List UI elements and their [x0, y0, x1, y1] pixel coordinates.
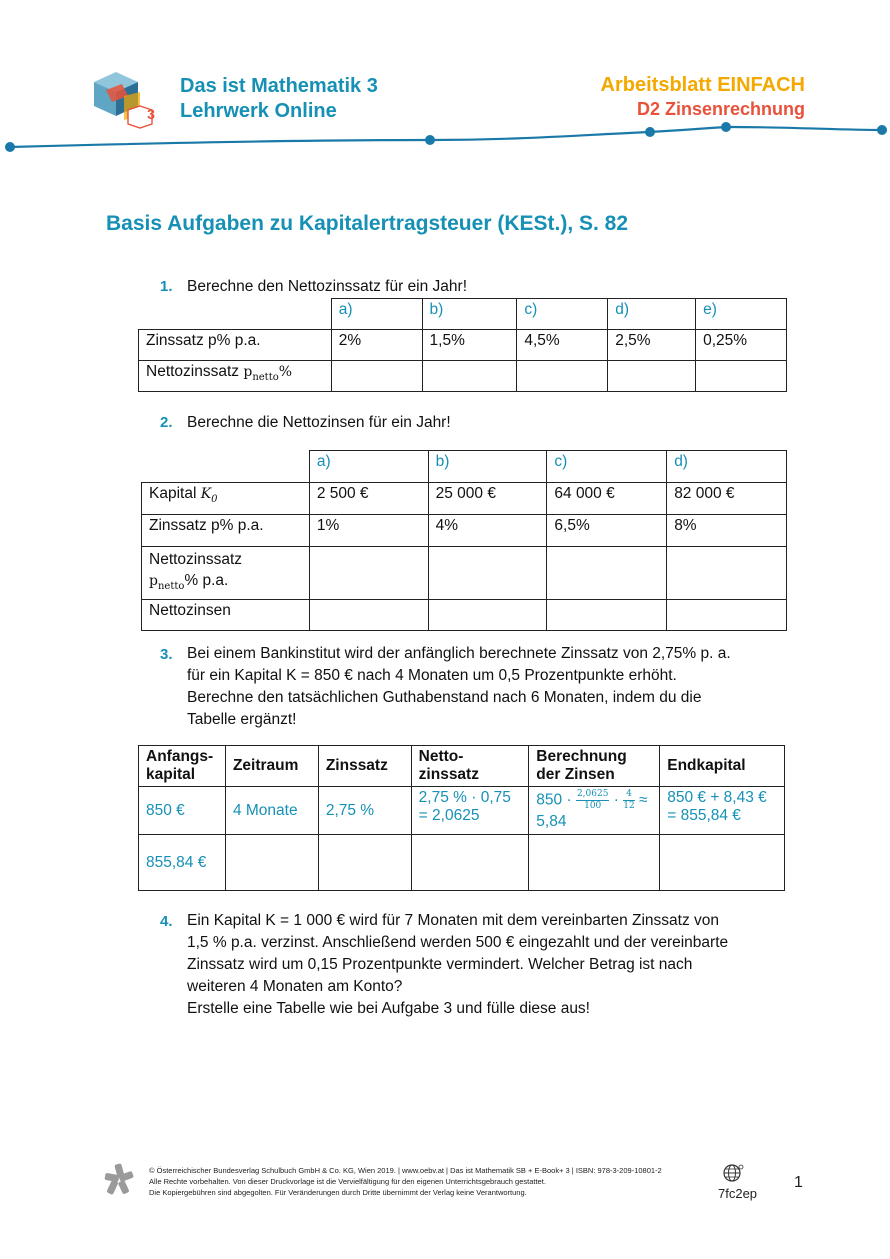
task3-text-line: Tabelle ergänzt! — [187, 711, 297, 728]
task3-number: 3. — [160, 646, 173, 663]
column-header: Berechnung der Zinsen — [529, 746, 660, 787]
answer-cell[interactable] — [318, 835, 411, 891]
sheet-type: Arbeitsblatt EINFACH — [600, 74, 805, 96]
calc-text: 850 · — [536, 791, 572, 809]
table-cell: 1,5% — [422, 330, 517, 361]
table-cell: 855,84 € — [139, 835, 226, 891]
table-row — [139, 299, 787, 330]
math-symbol: p — [149, 573, 158, 589]
task4-text-line: Erstelle eine Tabelle wie bei Aufgabe 3 und fülle diese aus! — [187, 1000, 590, 1017]
math-symbol: % — [278, 364, 293, 380]
task2-table — [141, 450, 787, 631]
table-cell: 4% — [428, 515, 547, 547]
answer-cell[interactable] — [608, 361, 696, 392]
publisher-logo-icon — [103, 1162, 135, 1196]
task3-text-line: für ein Kapital K = 850 € nach 4 Monaten um 0,5 Prozentpunkte erhöht. — [187, 667, 677, 684]
column-header: e) — [696, 299, 787, 330]
column-header: d) — [608, 299, 696, 330]
answer-cell[interactable] — [547, 599, 667, 630]
table-cell — [411, 787, 529, 835]
calc-text: · — [613, 791, 619, 809]
table-row — [139, 835, 785, 891]
footer-copyright — [149, 1165, 709, 1198]
task3-text-line: Bei einem Bankinstitut wird der anfänglich berechnete Zinssatz von 2,75% p. a. — [187, 645, 731, 662]
footer-line: © Österreichischer Bundesverlag Schulbuch GmbH & Co. KG, Wien 2019. | www.oebv.at | Das ist Mathematik SB + E-Book+ 3 | ISBN: 978-3-209-10801-2 — [149, 1166, 662, 1175]
answer-cell[interactable] — [331, 361, 422, 392]
answer-cell[interactable] — [309, 599, 428, 630]
row-label-text: Nettozinssatz — [149, 551, 243, 568]
answer-cell[interactable] — [547, 547, 667, 600]
task2-number: 2. — [160, 414, 173, 431]
column-header: b) — [428, 451, 547, 483]
table-cell: 4 Monate — [225, 787, 318, 835]
sheet-topic: D2 Zinsenrechnung — [636, 99, 805, 119]
answer-cell[interactable] — [309, 547, 428, 600]
table-cell: 850 € — [139, 787, 226, 835]
table-cell: 2% — [331, 330, 422, 361]
math-subscript: 0 — [211, 493, 218, 505]
table-cell: 6,5% — [547, 515, 667, 547]
page-title: Basis Aufgaben zu Kapitalertragsteuer (KESt.), S. 82 — [106, 212, 629, 235]
table-cell: 0,25% — [696, 330, 787, 361]
task4-text-line: Zinssatz wird um 0,15 Prozentpunkte vermindert. Welcher Betrag ist nach — [187, 956, 693, 973]
column-header: b) — [422, 299, 517, 330]
table-cell: 8% — [667, 515, 787, 547]
row-label-text: Kapital — [149, 485, 201, 502]
task3-table — [138, 745, 785, 891]
column-header: Endkapital — [660, 746, 785, 787]
empty-cell — [142, 451, 310, 483]
table-row — [142, 599, 787, 630]
task4-text-line: weiteren 4 Monaten am Konto? — [187, 978, 403, 995]
task1-table — [138, 298, 787, 392]
row-label — [142, 547, 310, 600]
table-row — [139, 787, 785, 835]
answer-cell[interactable] — [428, 547, 547, 600]
end-capital-line: = 855,84 € — [667, 807, 741, 824]
table-cell: 2,5% — [608, 330, 696, 361]
math-subscript: netto — [157, 580, 185, 592]
table-row — [142, 515, 787, 547]
net-rate-line: 2,75 % · 0,75 — [418, 789, 511, 806]
online-code[interactable]: 7fc2ep — [718, 1186, 758, 1201]
footer-line: Die Kopiergebühren sind abgegolten. Für Veränderungen durch Dritte übernimmt der Verlag keine Verantwortung. — [149, 1188, 527, 1197]
net-rate-line: = 2,0625 — [418, 807, 480, 824]
column-header: d) — [667, 451, 787, 483]
column-header: Anfangs- kapital — [139, 746, 226, 787]
row-label: Nettozinsen — [142, 599, 310, 630]
math-symbol: p — [243, 364, 253, 380]
task3-text — [187, 643, 731, 731]
row-label-text: Nettozinssatz — [146, 363, 244, 380]
row-label — [142, 483, 310, 515]
table-cell: 64 000 € — [547, 483, 667, 515]
empty-cell — [139, 299, 332, 330]
column-header: a) — [331, 299, 422, 330]
table-cell: 2,75 % — [318, 787, 411, 835]
globe-link-icon[interactable] — [722, 1163, 744, 1183]
book-title — [180, 74, 378, 124]
task3-text-line: Berechne den tatsächlichen Guthabenstand nach 6 Monaten, indem du die — [187, 689, 702, 706]
calc-text: ≈ — [639, 791, 648, 809]
footer-line: Alle Rechte vorbehalten. Von dieser Druckvorlage ist die Vervielfältigung für den eigenen Unterrichtsgebrauch gestattet. — [149, 1177, 546, 1186]
task4-text-line: Ein Kapital K = 1 000 € wird für 7 Monaten mit dem vereinbarten Zinssatz von — [187, 912, 720, 929]
answer-cell[interactable] — [517, 361, 608, 392]
task4-text — [187, 910, 728, 1020]
answer-cell[interactable] — [411, 835, 529, 891]
answer-cell[interactable] — [428, 599, 547, 630]
column-header: Zeitraum — [225, 746, 318, 787]
table-row — [139, 746, 785, 787]
table-cell — [529, 787, 660, 835]
math-subscript: netto — [252, 371, 279, 383]
row-label: Zinssatz p% p.a. — [142, 515, 310, 547]
fraction: $\frac{2,0625}{100}$ — [576, 789, 609, 811]
row-label — [139, 361, 332, 392]
column-header: Zinssatz — [318, 746, 411, 787]
fraction: $\frac{4}{12}$ — [623, 789, 635, 811]
task4-text-line: 1,5 % p.a. verzinst. Anschließend werden 500 € eingezahlt und der vereinbarte — [187, 934, 729, 951]
row-label-text: % p.a. — [184, 572, 229, 589]
page-number: 1 — [794, 1174, 803, 1191]
table-row — [142, 451, 787, 483]
math-symbol: K — [200, 486, 212, 502]
table-cell: 1% — [309, 515, 428, 547]
table-row — [139, 361, 787, 392]
task2-text: Berechne die Nettozinsen für ein Jahr! — [187, 414, 451, 431]
answer-cell[interactable] — [225, 835, 318, 891]
task1-text: Berechne den Nettozinssatz für ein Jahr! — [187, 278, 468, 295]
table-cell: 82 000 € — [667, 483, 787, 515]
task4-number: 4. — [160, 913, 173, 930]
answer-cell[interactable] — [660, 835, 785, 891]
end-capital-line: 850 € + 8,43 € — [667, 789, 767, 806]
table-row — [142, 547, 787, 600]
table-cell — [660, 787, 785, 835]
book-title-line1: Das ist Mathematik 3 — [180, 75, 378, 97]
table-cell: 25 000 € — [428, 483, 547, 515]
column-header: c) — [547, 451, 667, 483]
logo-number: 3 — [147, 106, 155, 122]
answer-cell[interactable] — [667, 599, 787, 630]
column-header: a) — [309, 451, 428, 483]
column-header: c) — [517, 299, 608, 330]
answer-cell[interactable] — [667, 547, 787, 600]
answer-cell[interactable] — [529, 835, 660, 891]
row-label: Zinssatz p% p.a. — [139, 330, 332, 361]
header-wave-line — [0, 120, 890, 160]
table-cell: 2 500 € — [309, 483, 428, 515]
calc-result: 5,84 — [536, 813, 567, 830]
answer-cell[interactable] — [422, 361, 517, 392]
task1-number: 1. — [160, 278, 173, 295]
answer-cell[interactable] — [696, 361, 787, 392]
column-header: Netto- zinssatz — [411, 746, 529, 787]
table-row — [139, 330, 787, 361]
table-cell: 4,5% — [517, 330, 608, 361]
book-title-line2: Lehrwerk Online — [180, 100, 337, 122]
table-row — [142, 483, 787, 515]
